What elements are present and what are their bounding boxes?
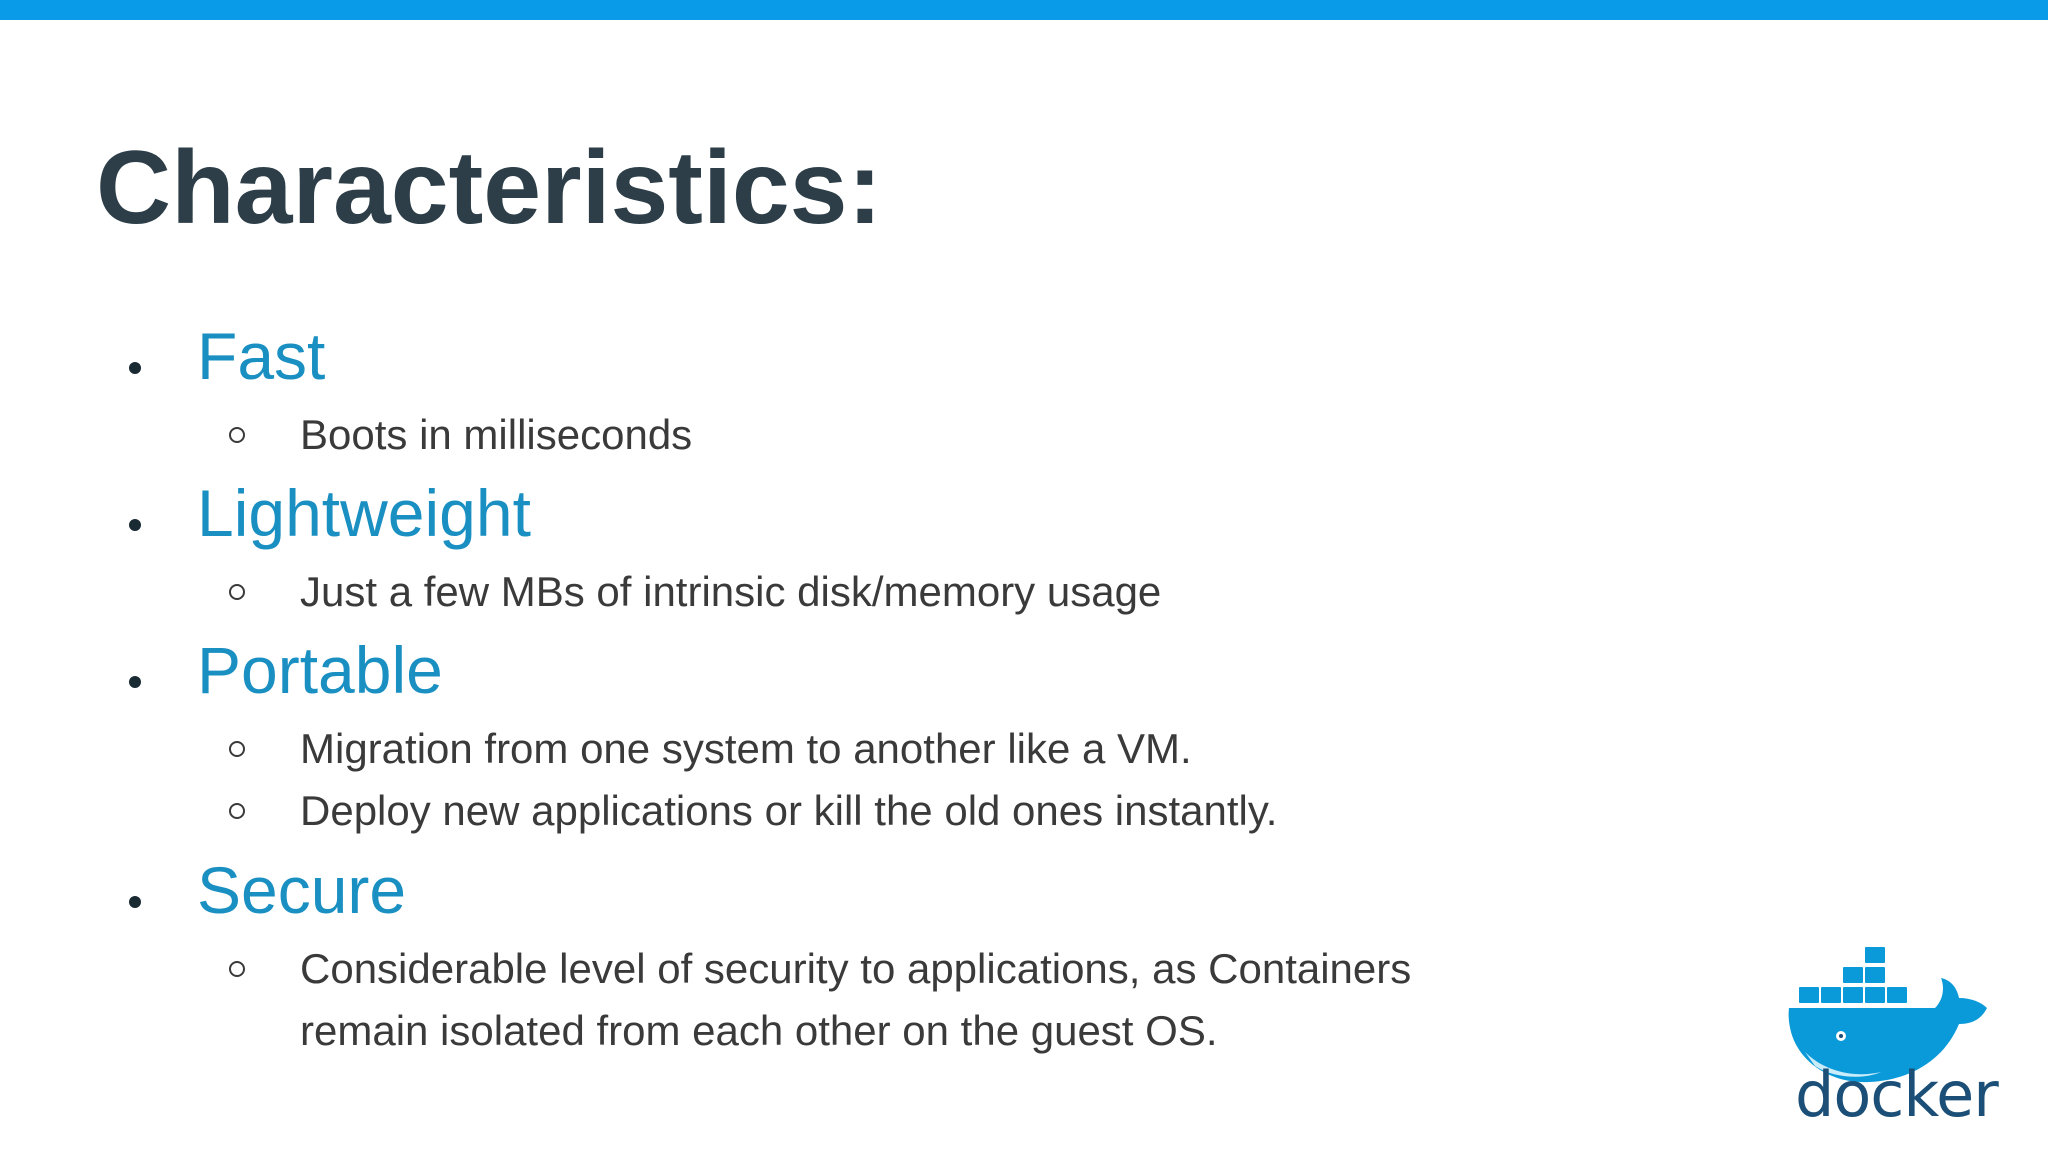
sub-point-text: Considerable level of security to applications, as Containers	[300, 945, 1412, 992]
bullet-heading-fast: Fast	[197, 319, 326, 393]
bullet-icon	[129, 676, 141, 688]
sub-point-text: Migration from one system to another like a VM.	[300, 725, 1192, 772]
bullet-heading-secure: Secure	[197, 853, 407, 927]
bullet-heading-lightweight: Lightweight	[197, 476, 531, 550]
sub-point-text: Boots in milliseconds	[300, 411, 693, 458]
sub-bullet-icon	[229, 961, 245, 977]
sub-point-text-continued: remain isolated from each other on the guest OS.	[300, 1007, 1218, 1054]
sub-bullet-icon	[229, 741, 245, 757]
docker-logo-text: docker	[1795, 1058, 1998, 1131]
top-accent-bar	[0, 0, 2048, 20]
sub-bullet-icon	[229, 584, 245, 600]
sub-bullet-icon	[229, 803, 245, 819]
sub-point-text: Deploy new applications or kill the old ones instantly.	[300, 787, 1278, 834]
bullet-icon	[129, 896, 141, 908]
bullet-icon	[129, 362, 141, 374]
bullet-heading-portable: Portable	[197, 633, 443, 707]
sub-bullet-icon	[229, 427, 245, 443]
slide-title: Characteristics:	[96, 130, 883, 246]
sub-point-text: Just a few MBs of intrinsic disk/memory usage	[300, 568, 1162, 615]
bullet-icon	[129, 519, 141, 531]
